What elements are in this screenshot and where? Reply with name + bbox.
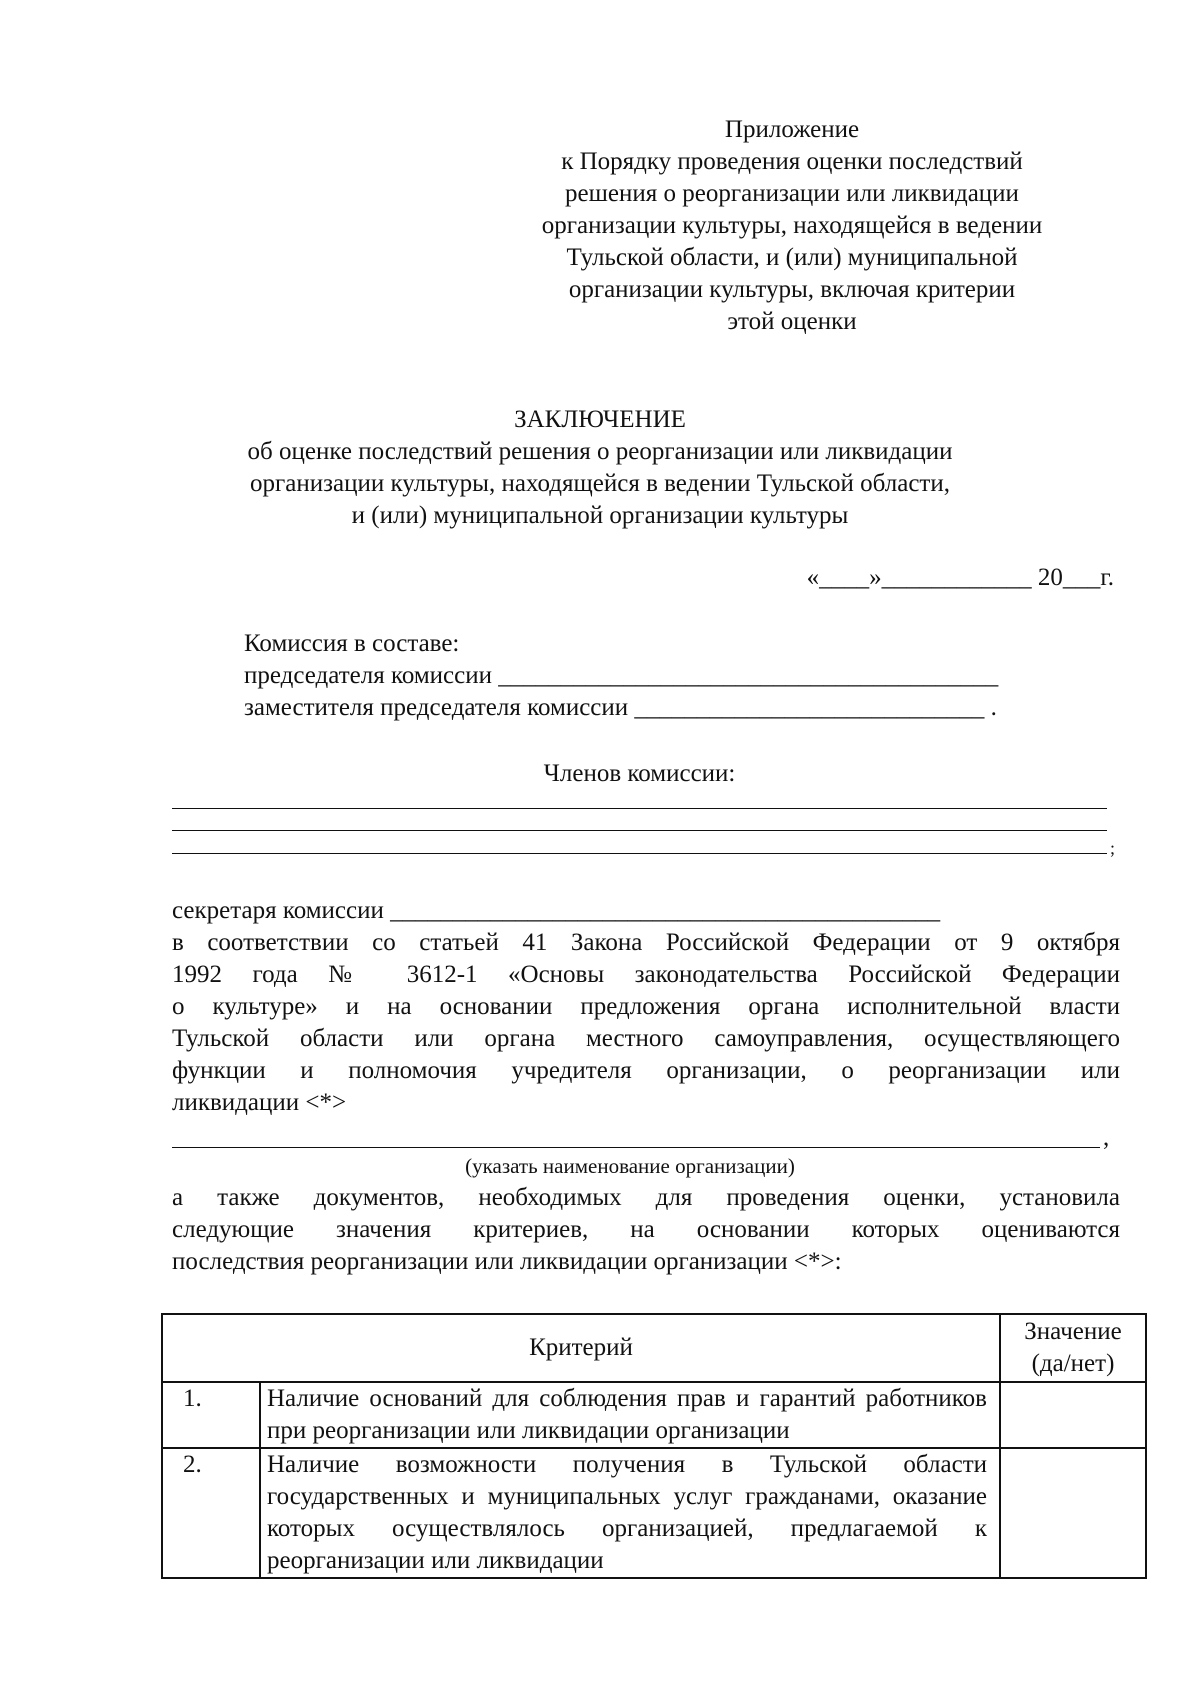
body-line: а также документов, необходимых для проведения оценки, установила bbox=[172, 1184, 1120, 1211]
document-subtitle-line: об оценке последствий решения о реорганизации или ликвидации bbox=[247, 438, 953, 465]
document-subtitle-line: и (или) муниципальной организации культуры bbox=[351, 502, 849, 529]
organization-name-line bbox=[172, 1147, 1100, 1148]
row-criterion: Наличие оснований для соблюдения прав и гарантий работников при реорганизации или ликвидации организации bbox=[260, 1382, 1000, 1448]
row-value bbox=[1000, 1448, 1146, 1578]
table-row bbox=[162, 1382, 1146, 1448]
chairman-line: председателя комиссии ________________________________________ bbox=[244, 662, 999, 689]
appendix-line: этой оценки bbox=[727, 308, 857, 335]
table-header-row bbox=[162, 1314, 1146, 1382]
organization-hint: (указать наименование организации) bbox=[465, 1154, 795, 1178]
member-blank-line bbox=[172, 853, 1107, 854]
row-number: 1. bbox=[162, 1382, 260, 1448]
member-blank-line bbox=[172, 830, 1107, 831]
secretary-line: секретаря комиссии ____________________________________________ bbox=[172, 897, 941, 924]
header-value bbox=[1000, 1314, 1146, 1382]
body-line: последствия реорганизации или ликвидации организации <*>: bbox=[172, 1248, 842, 1275]
body-line: следующие значения критериев, на основании которых оцениваются bbox=[172, 1216, 1120, 1243]
header-criterion: Критерий bbox=[162, 1314, 1000, 1382]
members-end-mark: ; bbox=[1110, 838, 1116, 858]
appendix-line: организации культуры, находящейся в ведении bbox=[541, 212, 1043, 239]
body-line: 1992 года № 3612-1 «Основы законодательства Российской Федерации bbox=[172, 961, 1120, 988]
row-criterion: Наличие возможности получения в Тульской области государственных и муниципальных услуг гражданами, оказание которых осуществлялось организацией, предлагаемой к реорганизации или ликвидации bbox=[260, 1448, 1000, 1578]
members-label: Членов комиссии: bbox=[543, 760, 736, 787]
body-line: о культуре» и на основании предложения органа исполнительной власти bbox=[172, 993, 1120, 1020]
date-line: «____»____________ 20___г. bbox=[806, 564, 1114, 591]
document-title: ЗАКЛЮЧЕНИЕ bbox=[514, 406, 686, 433]
appendix-line: Приложение bbox=[724, 116, 860, 143]
appendix-line: организации культуры, включая критерии bbox=[568, 276, 1016, 303]
body-line: ликвидации <*> bbox=[172, 1089, 347, 1116]
header-value-line: Значение bbox=[1024, 1318, 1122, 1345]
appendix-line: к Порядку проведения оценки последствий bbox=[561, 148, 1023, 175]
member-blank-line bbox=[172, 808, 1107, 809]
row-value bbox=[1000, 1382, 1146, 1448]
appendix-line: Тульской области, и (или) муниципальной bbox=[566, 244, 1018, 271]
table-row bbox=[162, 1448, 1146, 1578]
deputy-line: заместителя председателя комиссии ____________________________ . bbox=[244, 694, 997, 721]
body-line: Тульской области или органа местного самоуправления, осуществляющего bbox=[172, 1025, 1120, 1052]
appendix-line: решения о реорганизации или ликвидации bbox=[565, 180, 1019, 207]
header-value-line: (да/нет) bbox=[1031, 1350, 1115, 1377]
body-line: в соответствии со статьей 41 Закона Российской Федерации от 9 октября bbox=[172, 929, 1120, 956]
body-line: функции и полномочия учредителя организации, о реорганизации или bbox=[172, 1057, 1120, 1084]
commission-composition: Комиссия в составе: bbox=[244, 630, 460, 657]
document-subtitle-line: организации культуры, находящейся в ведении Тульской области, bbox=[250, 470, 950, 497]
criteria-table bbox=[161, 1313, 1147, 1579]
organization-line-end: , bbox=[1103, 1124, 1110, 1151]
row-number: 2. bbox=[162, 1448, 260, 1578]
